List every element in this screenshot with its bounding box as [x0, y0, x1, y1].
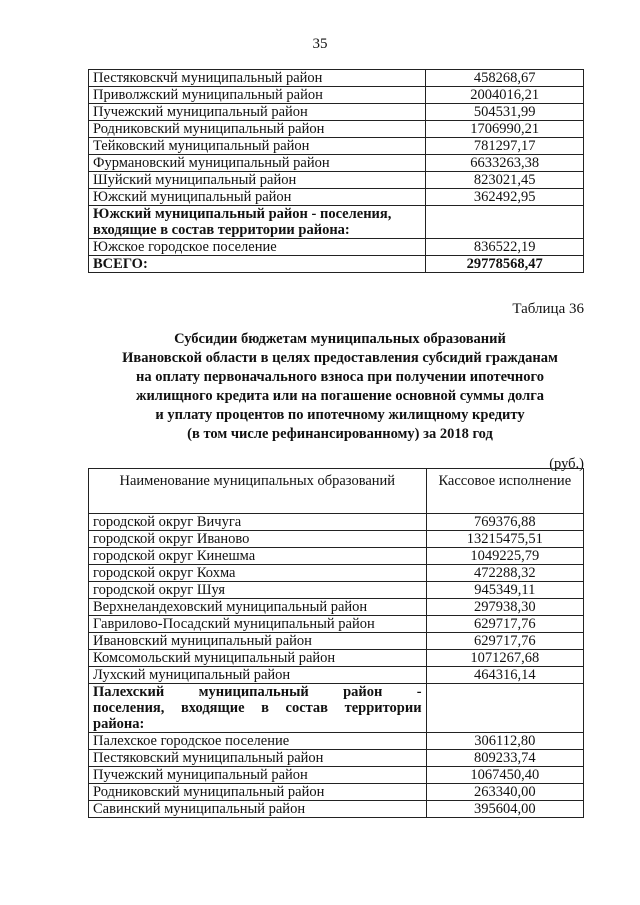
row-value: 629717,76 [426, 633, 583, 650]
row-name: Приволжский муниципальный район [89, 87, 426, 104]
group-header-row [89, 684, 584, 733]
table-row [89, 565, 584, 582]
table-row [89, 104, 584, 121]
row-name: Родниковский муниципальный район [89, 784, 427, 801]
table-row [89, 189, 584, 206]
row-name: Южский муниципальный район [89, 189, 426, 206]
group-header: Южский муниципальный район - поселения, входящие в состав территории района: [89, 206, 426, 239]
empty-cell [426, 206, 584, 239]
row-name: Пучежский муниципальный район [89, 767, 427, 784]
heading-line: жилищного кредита или на погашение основной суммы долга [135, 388, 545, 404]
row-name: Комсомольский муниципальный район [89, 650, 427, 667]
table-row [89, 121, 584, 138]
column-header-value: Кассовое исполнение [426, 469, 583, 514]
heading-line: Ивановской области в целях предоставления субсидий гражданам [122, 350, 558, 366]
row-name: Пестяковский муниципальный район [89, 750, 427, 767]
row-value: 1071267,68 [426, 650, 583, 667]
row-name: Пучежский муниципальный район [89, 104, 426, 121]
row-name: Тейковский муниципальный район [89, 138, 426, 155]
table-header-row [89, 469, 584, 514]
row-name: городской округ Шуя [89, 582, 427, 599]
row-name: Палехское городское поселение [89, 733, 427, 750]
group-header-line: района: [93, 716, 145, 732]
table-row [89, 599, 584, 616]
row-value: 781297,17 [426, 138, 584, 155]
row-name: Савинский муниципальный район [89, 801, 427, 818]
table-row [89, 138, 584, 155]
row-value: 2004016,21 [426, 87, 584, 104]
row-name: Родниковский муниципальный район [89, 121, 426, 138]
table-municipal-totals [88, 69, 584, 273]
row-name: Шуйский муниципальный район [89, 172, 426, 189]
row-name: Верхнеландеховский муниципальный район [89, 599, 427, 616]
row-name: городской округ Кинешма [89, 548, 427, 565]
total-label: ВСЕГО: [89, 256, 426, 273]
row-name: городской округ Иваново [89, 531, 427, 548]
row-name: Гаврилово-Посадский муниципальный район [89, 616, 427, 633]
row-value: 306112,80 [426, 733, 583, 750]
group-header-line: поселения, входящие в состав территории [93, 700, 422, 716]
row-name: городской округ Кохма [89, 565, 427, 582]
row-value: 1049225,79 [426, 548, 583, 565]
heading-line: Субсидии бюджетам муниципальных образований [174, 331, 506, 347]
table-row [89, 70, 584, 87]
empty-cell [426, 684, 583, 733]
table-row [89, 667, 584, 684]
row-value: 1067450,40 [426, 767, 583, 784]
row-value: 769376,88 [426, 514, 583, 531]
table-row [89, 548, 584, 565]
table-row [89, 650, 584, 667]
row-name: Южское городское поселение [89, 239, 426, 256]
row-value: 1706990,21 [426, 121, 584, 138]
table-row [89, 784, 584, 801]
column-header-name: Наименование муниципальных образований [89, 469, 427, 514]
table-row [89, 172, 584, 189]
heading-line: и уплату процентов по ипотечному жилищному кредиту [155, 407, 525, 423]
heading-line: (в том числе рефинансированному) за 2018 год [187, 426, 493, 442]
table-subsidies [88, 468, 584, 818]
page-number: 35 [312, 36, 328, 52]
document-heading [80, 330, 600, 444]
row-value: 6633263,38 [426, 155, 584, 172]
row-value: 809233,74 [426, 750, 583, 767]
table-row [89, 767, 584, 784]
row-value: 395604,00 [426, 801, 583, 818]
table-row [89, 155, 584, 172]
row-value: 823021,45 [426, 172, 584, 189]
table-row [89, 801, 584, 818]
row-value: 504531,99 [426, 104, 584, 121]
table-row [89, 633, 584, 650]
row-value: 263340,00 [426, 784, 583, 801]
row-name: городской округ Вичуга [89, 514, 427, 531]
row-name: Фурмановский муниципальный район [89, 155, 426, 172]
row-value: 13215475,51 [426, 531, 583, 548]
table-label: Таблица 36 [512, 301, 584, 317]
table-row [89, 616, 584, 633]
row-value: 472288,32 [426, 565, 583, 582]
row-value: 836522,19 [426, 239, 584, 256]
row-name: Пестяковскчй муниципальный район [89, 70, 426, 87]
row-value: 629717,76 [426, 616, 583, 633]
group-header-line: Палехский муниципальный район - [93, 684, 422, 700]
table-row [89, 87, 584, 104]
table-row [89, 733, 584, 750]
table-row [89, 750, 584, 767]
table-row [89, 531, 584, 548]
row-value: 464316,14 [426, 667, 583, 684]
unit-label: (руб.) [549, 456, 584, 472]
row-value: 945349,11 [426, 582, 583, 599]
heading-line: на оплату первоначального взноса при получении ипотечного [135, 369, 545, 385]
row-value: 297938,30 [426, 599, 583, 616]
row-value: 362492,95 [426, 189, 584, 206]
total-value: 29778568,47 [426, 256, 584, 273]
row-name: Лухский муниципальный район [89, 667, 427, 684]
group-header [89, 684, 427, 733]
total-row [89, 256, 584, 273]
table-row [89, 239, 584, 256]
table-row [89, 582, 584, 599]
table-row [89, 514, 584, 531]
row-name: Ивановский муниципальный район [89, 633, 427, 650]
group-header-row [89, 206, 584, 239]
row-value: 458268,67 [426, 70, 584, 87]
